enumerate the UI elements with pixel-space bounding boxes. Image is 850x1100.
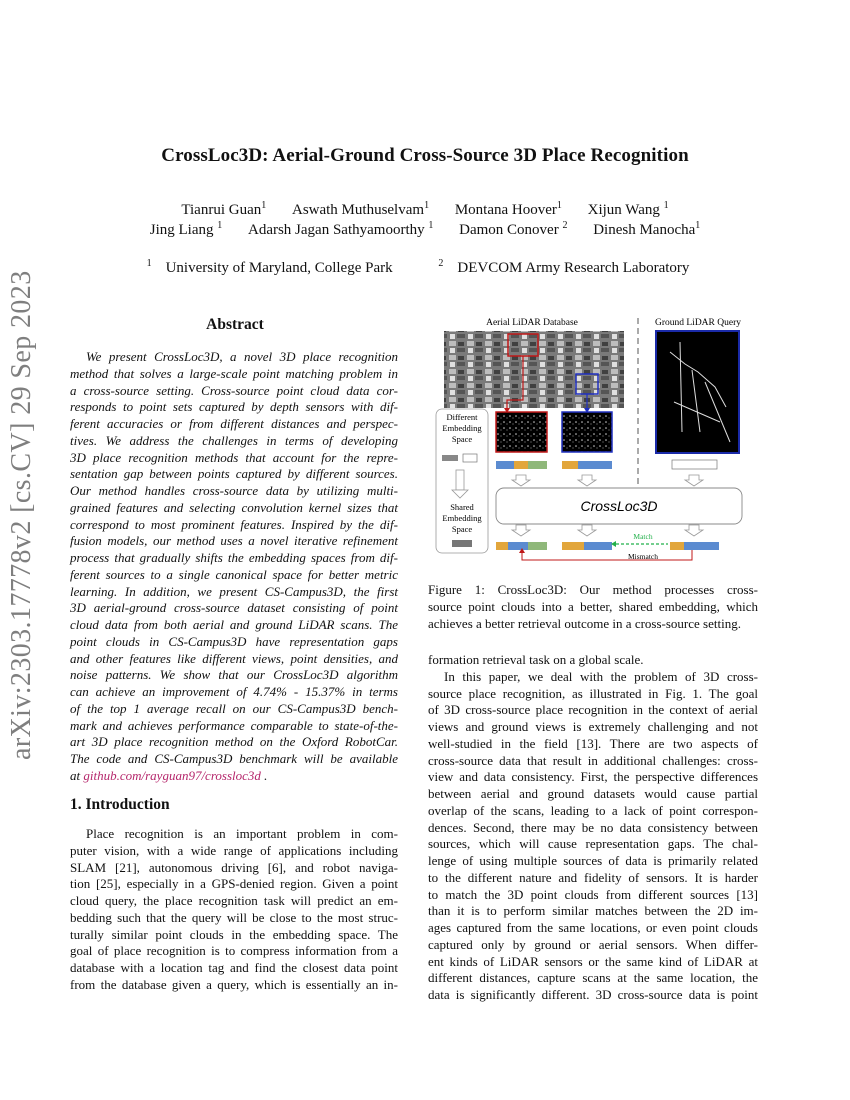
abstract-line: grained features and selecting convolution kernel sizes that: [70, 499, 398, 515]
body-line: captured only by ground or aerial sensors. When differ-: [428, 936, 758, 952]
abstract-line: The code and CS-Campus3D benchmark will be available: [70, 751, 398, 766]
figure-caption: [428, 582, 758, 632]
shared-bar-1: [496, 542, 547, 550]
label-diff-1: Different: [446, 412, 478, 422]
caption-line: achieves a better retrieval outcome in a cross-source setting.: [428, 615, 741, 631]
abstract-line: a cross-source setting. Cross-source point cloud data cor-: [70, 382, 398, 398]
abstract-line: cloud data from both aerial and ground LiDAR scans. The: [70, 617, 398, 632]
body-line: to the different nature and fidelity of sensors. It is harder: [428, 869, 758, 885]
intro-line: from the database given a query, which is essentially an in-: [70, 976, 398, 992]
abstract-heading: Abstract: [206, 316, 264, 333]
author: Dinesh Manocha$^1$: [593, 220, 701, 238]
abstract-line: fusion models, our method uses a novel iterative refinement: [70, 533, 398, 549]
body-line: sources, which will cause representation gaps. The chal-: [428, 836, 758, 852]
code-link[interactable]: github.com/rayguan97/crossloc3d: [83, 767, 261, 783]
aerial-crop-red: [496, 412, 547, 452]
author: Xijun Wang $^1$: [587, 200, 669, 218]
author: Adarsh Jagan Sathyamoorthy $^1$: [247, 220, 434, 238]
label-diff-3: Space: [451, 434, 473, 444]
figure-1-diagram: [430, 312, 760, 562]
intro-line: database with a location tag and find the closest data point: [70, 960, 398, 975]
abstract-body: [70, 349, 398, 785]
author: Aswath Muthuselvam$^1$: [291, 200, 430, 218]
intro-line: turally similar point clouds in the embedding space. The: [70, 926, 398, 942]
body-line: well-studied in the field [13]. There are two aspects of: [428, 735, 758, 751]
ground-query-image: [656, 331, 739, 453]
abstract-line: sentation gap between points captured by different sources.: [70, 466, 398, 482]
label-aerial: Aerial LiDAR Database: [486, 318, 578, 328]
body-line: ages captured from the same locations, or even point clouds: [428, 920, 758, 935]
body-line: dences. Second, there may be no data consistency between: [428, 819, 758, 835]
paper-title: CrossLoc3D: Aerial-Ground Cross-Source 3D Place Recognition: [161, 145, 689, 166]
author-row-1: [0, 200, 850, 219]
author: Tianrui Guan$^1$: [181, 200, 267, 218]
abstract-line: point clouds in CS-Campus3D have representation gaps: [70, 633, 398, 649]
intro-body: [70, 826, 398, 994]
body-line: of 3D cross-source place recognition in the context of aerial: [428, 702, 758, 718]
embedding-bar-blue: [562, 461, 612, 469]
affiliation: $^2$ DEVCOM Army Research Laboratory: [438, 258, 690, 276]
intro-heading: 1. Introduction: [70, 796, 170, 813]
abstract-line: We present CrossLoc3D, a novel 3D place recognition: [86, 349, 398, 364]
abstract-line: process that gradually shifts the embedding spaces from dif-: [70, 550, 398, 565]
abstract-line: noise patterns. We show that our CrossLoc3D algorithm: [70, 667, 398, 683]
abstract-line: mark and achieves performance comparable to state-of-the-: [70, 717, 398, 733]
abstract-line: tives. We address the challenges in terms of developing: [70, 432, 398, 448]
abstract-line-last: at github.com/rayguan97/crossloc3d .: [70, 767, 268, 783]
intro-line: SLAM [21], autonomous driving [6], and robot naviga-: [70, 859, 398, 875]
abstract-line: can achieve an improvement of 4.74% - 15.37% in terms: [70, 684, 398, 699]
caption-line: Figure 1: CrossLoc3D: Our method processes cross-: [428, 582, 758, 597]
body-line: In this paper, we deal with the problem of 3D cross-: [444, 668, 758, 684]
body-line: lenge of using multiple sources of data is primarily related: [428, 853, 758, 868]
aerial-crop-blue: [562, 412, 612, 452]
affiliations: [0, 258, 850, 277]
body-line: views and ground views is extremely challenging and not: [428, 719, 758, 734]
shared-bar-2: [562, 542, 612, 550]
embedding-bar-ground: [672, 460, 717, 469]
abstract-line: ferent sources to a single canonical space for better metric: [70, 566, 398, 582]
body-line: to match the 3D point clouds from different sources [13]: [428, 886, 758, 902]
author: Damon Conover $^2$: [459, 220, 568, 238]
intro-line: Place recognition is an important problem in com-: [86, 826, 398, 841]
label-shared-2: Embedding: [442, 513, 482, 523]
body-line: between aerial and ground datasets would cause partial: [428, 786, 758, 801]
abstract-line: of the top 1 average recall on our CS-Campus3D bench-: [70, 700, 398, 716]
abstract-line: responds to point sets captured by depth sensors with dif-: [70, 399, 398, 415]
author-row-2: [0, 220, 850, 239]
abstract-line: learning. In addition, we present CS-Campus3D, the first: [70, 583, 398, 599]
intro-line: goal of place recognition is to compress information from a: [70, 943, 398, 959]
mismatch-line: [522, 550, 692, 560]
intro-line: bedding such that the query will be close to the most struc-: [70, 909, 398, 925]
author: Jing Liang $^1$: [149, 220, 223, 238]
abstract-line: Our method handles cross-source data by utilizing multi-: [70, 483, 398, 498]
abstract-line: 3D place recognition methods that account for the repre-: [70, 449, 398, 465]
model-label: CrossLoc3D: [580, 498, 658, 514]
body-line: cross-source data that result in additional challenges: cross-: [428, 752, 758, 768]
intro-line: puter vision, with a wide range of applications including: [70, 842, 398, 858]
body-line: ent kinds of LiDAR sensors or the same kind of LiDAR at: [428, 953, 758, 969]
body-line: overlap of the scans, leading to a lack of point correspon-: [428, 802, 758, 818]
abstract-line: method that solves a large-scale point matching problem in: [70, 365, 398, 381]
label-ground: Ground LiDAR Query: [654, 318, 742, 328]
body-line: than it is to perform similar matches between the 2D im-: [428, 903, 758, 919]
body-line: view and data consistency. First, the perspective differences: [428, 769, 758, 785]
label-shared-1: Shared: [450, 502, 474, 512]
label-shared-3: Space: [451, 524, 473, 534]
abstract-line: ferent accuracies or from different distances and perspec-: [70, 416, 398, 431]
label-mismatch: Mismatch: [628, 552, 658, 561]
intro-line: cloud query, the place recognition task will predict an em-: [70, 893, 398, 908]
shared-bar-3: [670, 542, 719, 550]
label-match: Match: [633, 532, 653, 541]
arxiv-stamp: arXiv:2303.17778v2 [cs.CV] 29 Sep 2023: [6, 270, 37, 760]
body-line: formation retrieval task on a global scale.: [428, 652, 644, 667]
caption-line: source point clouds into a better, shared embedding, which: [428, 598, 758, 614]
label-diff-2: Embedding: [442, 423, 482, 433]
abstract-line: and other features like different views, point densities, and: [70, 650, 398, 666]
body-line: data is significantly different. 3D cross-source data is point: [428, 987, 758, 1002]
right-column-body: [428, 652, 758, 1004]
embedding-bar-red: [496, 461, 547, 469]
body-line: different distances, capture scans at the same location, the: [428, 970, 758, 986]
body-line: source place recognition, as illustrated in Fig. 1. The goal: [428, 685, 758, 701]
affiliation: $^1$ University of Maryland, College Park: [146, 258, 393, 276]
author: Montana Hoover$^1$: [454, 200, 562, 218]
abstract-line: art 3D place recognition method on the Oxford RobotCar.: [70, 734, 398, 750]
intro-line: tion [25], especially in a GPS-denied region. Given a point: [70, 876, 398, 892]
abstract-line: correspond to most prominent features. Inspired by the dif-: [70, 516, 398, 532]
aerial-map-image: [444, 331, 624, 408]
abstract-line: 3D aerial-ground cross-source dataset consisting of point: [70, 600, 398, 616]
